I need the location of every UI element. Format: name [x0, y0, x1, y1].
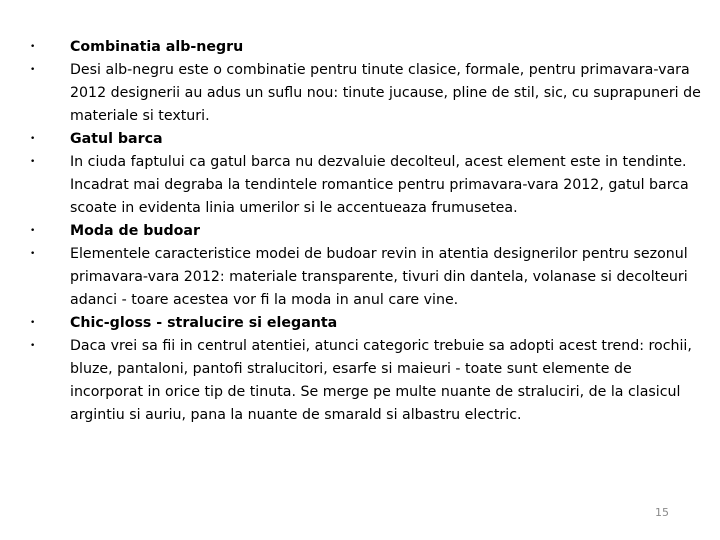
bullet-item-chic-gloss [30, 312, 705, 335]
bullet-dot-icon: • [30, 318, 36, 328]
paragraph-text: In ciuda faptului ca gatul barca nu dezvaluie decolteul, acest element este in tendinte. Incadrat mai degraba la tendintele romantice pentru primavara-vara 2012, gatul barca scoate in evidenta linia umerilor si le accentueaza frumusetea. [70, 154, 689, 216]
bullet-dot-icon: • [30, 226, 36, 236]
bullet-item-gatul-barca [30, 128, 705, 151]
bullet-item-paragraph [30, 335, 705, 427]
paragraph-text: Elementele caracteristice modei de budoar revin in atentia designerilor pentru sezonul primavara-vara 2012: materiale transparente, tivuri din dantela, volanase si decolteuri adanci - toare acestea vor fi la moda in anul care vine. [70, 246, 688, 308]
section-heading: Chic-gloss - stralucire si eleganta [70, 315, 338, 331]
bullet-dot-icon: • [30, 157, 36, 167]
bullet-item-paragraph [30, 151, 705, 220]
bullet-dot-icon: • [30, 65, 36, 75]
paragraph-text: Daca vrei sa fii in centrul atentiei, atunci categoric trebuie sa adopti acest trend: rochii, bluze, pantaloni, pantofi stralucitori, esarfe si maieuri - toate sunt elemente de incorporat in orice tip de tinuta. Se merge pe multe nuante de straluciri, de la clasicul argintiu si auriu, pana la nuante de smarald si albastru electric. [70, 338, 692, 423]
paragraph-text: Desi alb-negru este o combinatie pentru tinute clasice, formale, pentru primavara-vara 2012 designerii au adus un suflu nou: tinute jucause, pline de stil, sic, cu suprapuneri de materiale si texturi. [70, 62, 701, 124]
section-heading: Moda de budoar [70, 223, 200, 239]
bullet-dot-icon: • [30, 42, 36, 52]
section-heading: Gatul barca [70, 131, 163, 147]
bullet-item-paragraph [30, 59, 705, 128]
bullet-dot-icon: • [30, 249, 36, 259]
slide-body [30, 36, 705, 427]
bullet-dot-icon: • [30, 341, 36, 351]
bullet-item-paragraph [30, 243, 705, 312]
bullet-item-moda-de-budoar [30, 220, 705, 243]
section-heading: Combinatia alb-negru [70, 39, 244, 55]
bullet-item-combinatia-alb-negru [30, 36, 705, 59]
bullet-dot-icon: • [30, 134, 36, 144]
page-number: 15 [655, 506, 669, 519]
bullet-list [30, 36, 705, 427]
